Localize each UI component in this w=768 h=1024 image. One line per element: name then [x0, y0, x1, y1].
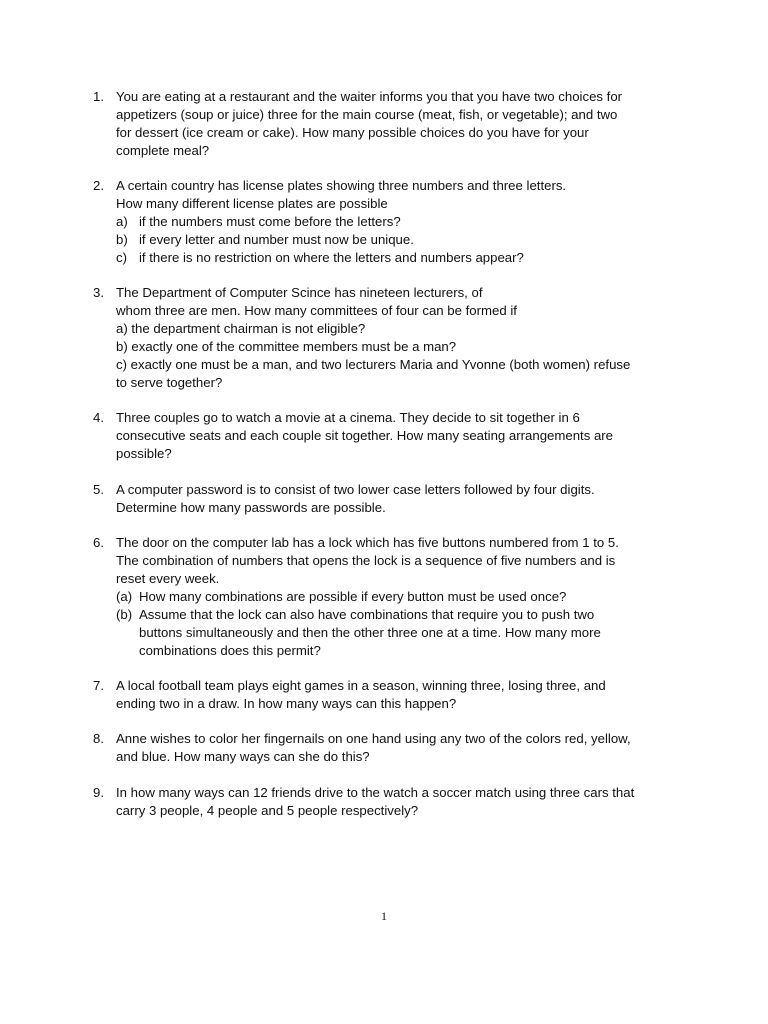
- question-number: 8.: [93, 731, 104, 747]
- sub-question-list: [116, 213, 683, 267]
- question-list: [93, 88, 683, 837]
- question-text-line: Determine how many passwords are possible.: [116, 499, 386, 515]
- page-number: 1: [381, 909, 387, 923]
- question-text-line: a) the department chairman is not eligible?: [116, 321, 366, 337]
- question-9: [93, 784, 683, 820]
- question-text-line: consecutive seats and each couple sit together. How many seating arrangements are: [116, 428, 614, 444]
- question-number: 6.: [93, 535, 104, 551]
- question-text-line: whom three are men. How many committees of four can be formed if: [116, 303, 517, 319]
- sub-question-marker: a): [116, 214, 128, 230]
- question-text-line: for dessert (ice cream or cake). How many possible choices do you have for your: [116, 124, 589, 140]
- question-text-line: The door on the computer lab has a lock which has five buttons numbered from 1 to 5.: [116, 535, 619, 551]
- sub-question-text: buttons simultaneously and then the other three one at a time. How many more: [139, 624, 601, 640]
- question-number: 3.: [93, 285, 104, 301]
- question-number: 2.: [93, 178, 104, 194]
- question-text-line: In how many ways can 12 friends drive to the watch a soccer match using three cars that: [116, 784, 635, 800]
- question-text-line: complete meal?: [116, 142, 210, 158]
- sub-question-b: [116, 231, 683, 249]
- sub-question-marker: c): [116, 249, 127, 265]
- question-text-line: to serve together?: [116, 374, 223, 390]
- sub-question-marker: b): [116, 231, 128, 247]
- question-text-line: possible?: [116, 446, 172, 462]
- question-text-line: Three couples go to watch a movie at a cinema. They decide to sit together in 6: [116, 410, 580, 426]
- question-text-line: How many different license plates are possible: [116, 196, 388, 212]
- question-text-line: Anne wishes to color her fingernails on one hand using any two of the colors red, yellow,: [116, 731, 631, 747]
- question-4: [93, 409, 683, 463]
- sub-question-text: if the numbers must come before the letters?: [139, 214, 401, 230]
- sub-question-text: if every letter and number must now be unique.: [139, 231, 414, 247]
- question-number: 4.: [93, 410, 104, 426]
- sub-question-b: [116, 606, 683, 660]
- question-text-line: and blue. How many ways can she do this?: [116, 749, 370, 765]
- sub-question-list: [116, 588, 683, 660]
- question-text-line: A local football team plays eight games in a season, winning three, losing three, and: [116, 678, 606, 694]
- question-text-line: c) exactly one must be a man, and two lecturers Maria and Yvonne (both women) refuse: [116, 356, 631, 372]
- question-3: [93, 284, 683, 391]
- question-text-line: reset every week.: [116, 570, 220, 586]
- question-text-line: The Department of Computer Scince has nineteen lecturers, of: [116, 285, 483, 301]
- sub-question-marker: (a): [116, 588, 133, 604]
- question-text-line: b) exactly one of the committee members must be a man?: [116, 339, 457, 355]
- sub-question-marker: (b): [116, 606, 133, 622]
- sub-question-text: combinations does this permit?: [139, 642, 321, 658]
- question-7: [93, 677, 683, 713]
- sub-question-c: [116, 249, 683, 267]
- question-text-line: You are eating at a restaurant and the waiter informs you that you have two choices for: [116, 89, 623, 104]
- question-2: [93, 177, 683, 267]
- question-1: [93, 88, 683, 160]
- question-number: 7.: [93, 678, 104, 694]
- question-number: 5.: [93, 481, 104, 497]
- question-text-line: The combination of numbers that opens the lock is a sequence of five numbers and is: [116, 553, 616, 568]
- question-text-line: A computer password is to consist of two lower case letters followed by four digits.: [116, 481, 595, 497]
- question-text-line: A certain country has license plates showing three numbers and three letters.: [116, 178, 567, 194]
- sub-question-text: Assume that the lock can also have combinations that require you to push two: [139, 606, 595, 622]
- question-8: [93, 730, 683, 766]
- question-text-line: carry 3 people, 4 people and 5 people respectively?: [116, 802, 419, 818]
- sub-question-text: if there is no restriction on where the letters and numbers appear?: [139, 249, 524, 265]
- question-5: [93, 481, 683, 517]
- question-number: 1.: [93, 89, 104, 104]
- question-text-line: ending two in a draw. In how many ways can this happen?: [116, 695, 457, 711]
- sub-question-text: How many combinations are possible if every button must be used once?: [139, 588, 567, 604]
- sub-question-a: [116, 588, 683, 606]
- sub-question-a: [116, 213, 683, 231]
- question-6: [93, 534, 683, 659]
- question-text-line: appetizers (soup or juice) three for the main course (meat, fish, or vegetable); and two: [116, 106, 618, 122]
- question-number: 9.: [93, 784, 104, 800]
